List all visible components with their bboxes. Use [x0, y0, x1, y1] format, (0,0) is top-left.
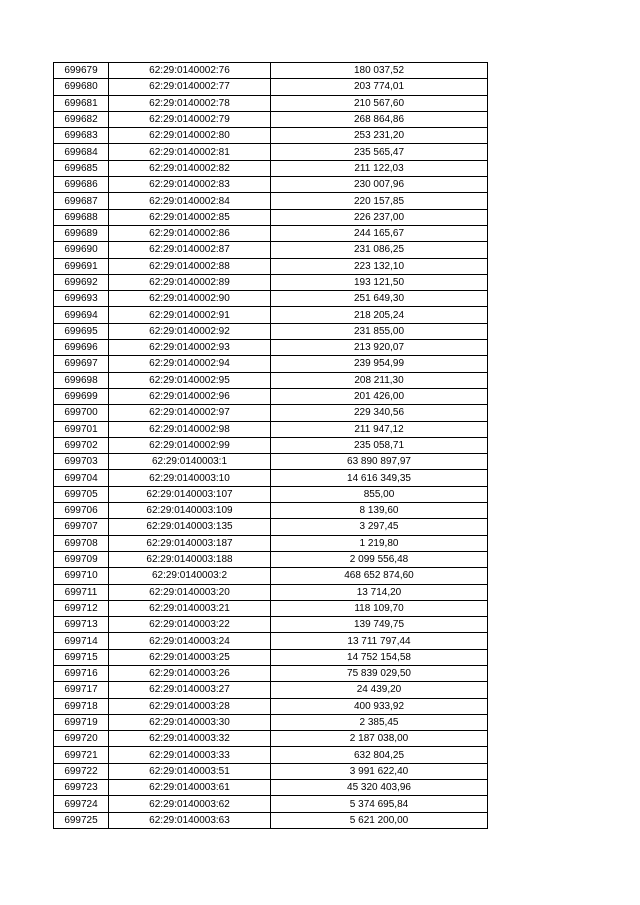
row-number-cell: 699714 [54, 633, 109, 649]
row-number-cell: 699693 [54, 291, 109, 307]
row-number-cell: 699713 [54, 617, 109, 633]
row-number-cell: 699702 [54, 437, 109, 453]
table-row [54, 682, 488, 698]
value-cell: 226 237,00 [271, 209, 488, 225]
row-number-cell: 699724 [54, 796, 109, 812]
table-row [54, 388, 488, 404]
table-row [54, 780, 488, 796]
value-cell: 210 567,60 [271, 95, 488, 111]
value-cell: 231 855,00 [271, 323, 488, 339]
table-row [54, 584, 488, 600]
value-cell: 3 991 622,40 [271, 763, 488, 779]
row-number-cell: 699703 [54, 454, 109, 470]
table-row [54, 568, 488, 584]
value-cell: 2 385,45 [271, 714, 488, 730]
cadastral-number-cell: 62:29:0140002:78 [109, 95, 271, 111]
table-row [54, 242, 488, 258]
cadastral-number-cell: 62:29:0140002:99 [109, 437, 271, 453]
value-cell: 3 297,45 [271, 519, 488, 535]
row-number-cell: 699712 [54, 600, 109, 616]
value-cell: 213 920,07 [271, 340, 488, 356]
cadastral-number-cell: 62:29:0140003:26 [109, 665, 271, 681]
value-cell: 14 752 154,58 [271, 649, 488, 665]
table-row [54, 258, 488, 274]
row-number-cell: 699710 [54, 568, 109, 584]
cadastral-number-cell: 62:29:0140002:79 [109, 111, 271, 127]
row-number-cell: 699722 [54, 763, 109, 779]
cadastral-number-cell: 62:29:0140003:27 [109, 682, 271, 698]
value-cell: 5 374 695,84 [271, 796, 488, 812]
table-row [54, 307, 488, 323]
cadastral-number-cell: 62:29:0140003:30 [109, 714, 271, 730]
row-number-cell: 699711 [54, 584, 109, 600]
value-cell: 1 219,80 [271, 535, 488, 551]
table-row [54, 698, 488, 714]
value-cell: 203 774,01 [271, 79, 488, 95]
value-cell: 2 187 038,00 [271, 731, 488, 747]
table-row [54, 470, 488, 486]
row-number-cell: 699683 [54, 128, 109, 144]
cadastral-number-cell: 62:29:0140002:97 [109, 405, 271, 421]
cadastral-number-cell: 62:29:0140003:2 [109, 568, 271, 584]
value-cell: 253 231,20 [271, 128, 488, 144]
value-cell: 632 804,25 [271, 747, 488, 763]
cadastral-number-cell: 62:29:0140003:25 [109, 649, 271, 665]
row-number-cell: 699688 [54, 209, 109, 225]
cadastral-number-cell: 62:29:0140002:94 [109, 356, 271, 372]
row-number-cell: 699689 [54, 225, 109, 241]
table-row [54, 193, 488, 209]
table-row [54, 128, 488, 144]
table-row [54, 535, 488, 551]
cadastral-number-cell: 62:29:0140002:87 [109, 242, 271, 258]
row-number-cell: 699709 [54, 551, 109, 567]
value-cell: 201 426,00 [271, 388, 488, 404]
table-row [54, 812, 488, 828]
value-cell: 244 165,67 [271, 225, 488, 241]
value-cell: 223 132,10 [271, 258, 488, 274]
value-cell: 2 099 556,48 [271, 551, 488, 567]
value-cell: 231 086,25 [271, 242, 488, 258]
cadastral-number-cell: 62:29:0140002:77 [109, 79, 271, 95]
table-row [54, 665, 488, 681]
table-row [54, 225, 488, 241]
value-cell: 13 711 797,44 [271, 633, 488, 649]
cadastral-number-cell: 62:29:0140003:28 [109, 698, 271, 714]
value-cell: 220 157,85 [271, 193, 488, 209]
row-number-cell: 699684 [54, 144, 109, 160]
value-cell: 118 109,70 [271, 600, 488, 616]
row-number-cell: 699679 [54, 63, 109, 79]
cadastral-number-cell: 62:29:0140002:82 [109, 160, 271, 176]
value-cell: 211 122,03 [271, 160, 488, 176]
cadastral-number-cell: 62:29:0140002:80 [109, 128, 271, 144]
cadastral-number-cell: 62:29:0140003:10 [109, 470, 271, 486]
cadastral-number-cell: 62:29:0140003:61 [109, 780, 271, 796]
cadastral-number-cell: 62:29:0140003:51 [109, 763, 271, 779]
table-row [54, 79, 488, 95]
row-number-cell: 699700 [54, 405, 109, 421]
row-number-cell: 699707 [54, 519, 109, 535]
data-table [53, 62, 488, 829]
value-cell: 235 058,71 [271, 437, 488, 453]
cadastral-number-cell: 62:29:0140002:81 [109, 144, 271, 160]
table-row [54, 714, 488, 730]
cadastral-number-cell: 62:29:0140002:92 [109, 323, 271, 339]
row-number-cell: 699698 [54, 372, 109, 388]
table-body [54, 63, 488, 829]
table-row [54, 160, 488, 176]
row-number-cell: 699706 [54, 503, 109, 519]
table-row [54, 356, 488, 372]
row-number-cell: 699723 [54, 780, 109, 796]
row-number-cell: 699704 [54, 470, 109, 486]
row-number-cell: 699720 [54, 731, 109, 747]
table-row [54, 796, 488, 812]
table-row [54, 454, 488, 470]
cadastral-number-cell: 62:29:0140003:33 [109, 747, 271, 763]
table-row [54, 486, 488, 502]
cadastral-number-cell: 62:29:0140002:86 [109, 225, 271, 241]
row-number-cell: 699718 [54, 698, 109, 714]
row-number-cell: 699681 [54, 95, 109, 111]
row-number-cell: 699705 [54, 486, 109, 502]
row-number-cell: 699696 [54, 340, 109, 356]
cadastral-number-cell: 62:29:0140003:24 [109, 633, 271, 649]
table-row [54, 372, 488, 388]
value-cell: 24 439,20 [271, 682, 488, 698]
row-number-cell: 699708 [54, 535, 109, 551]
cadastral-number-cell: 62:29:0140002:96 [109, 388, 271, 404]
value-cell: 8 139,60 [271, 503, 488, 519]
cadastral-number-cell: 62:29:0140003:1 [109, 454, 271, 470]
value-cell: 208 211,30 [271, 372, 488, 388]
table-row [54, 323, 488, 339]
cadastral-number-cell: 62:29:0140002:88 [109, 258, 271, 274]
cadastral-number-cell: 62:29:0140003:62 [109, 796, 271, 812]
value-cell: 5 621 200,00 [271, 812, 488, 828]
table-row [54, 633, 488, 649]
value-cell: 139 749,75 [271, 617, 488, 633]
table-row [54, 95, 488, 111]
row-number-cell: 699687 [54, 193, 109, 209]
value-cell: 400 933,92 [271, 698, 488, 714]
row-number-cell: 699692 [54, 274, 109, 290]
table-row [54, 405, 488, 421]
value-cell: 239 954,99 [271, 356, 488, 372]
value-cell: 63 890 897,97 [271, 454, 488, 470]
row-number-cell: 699691 [54, 258, 109, 274]
cadastral-number-cell: 62:29:0140002:98 [109, 421, 271, 437]
value-cell: 235 565,47 [271, 144, 488, 160]
cadastral-number-cell: 62:29:0140002:89 [109, 274, 271, 290]
value-cell: 468 652 874,60 [271, 568, 488, 584]
cadastral-number-cell: 62:29:0140003:21 [109, 600, 271, 616]
row-number-cell: 699716 [54, 665, 109, 681]
cadastral-number-cell: 62:29:0140003:22 [109, 617, 271, 633]
row-number-cell: 699719 [54, 714, 109, 730]
cadastral-number-cell: 62:29:0140003:32 [109, 731, 271, 747]
cadastral-number-cell: 62:29:0140003:187 [109, 535, 271, 551]
row-number-cell: 699699 [54, 388, 109, 404]
cadastral-number-cell: 62:29:0140003:63 [109, 812, 271, 828]
table-row [54, 144, 488, 160]
table-row [54, 551, 488, 567]
value-cell: 45 320 403,96 [271, 780, 488, 796]
cadastral-number-cell: 62:29:0140002:76 [109, 63, 271, 79]
cadastral-number-cell: 62:29:0140003:188 [109, 551, 271, 567]
table-row [54, 177, 488, 193]
cadastral-number-cell: 62:29:0140002:85 [109, 209, 271, 225]
value-cell: 180 037,52 [271, 63, 488, 79]
row-number-cell: 699680 [54, 79, 109, 95]
row-number-cell: 699715 [54, 649, 109, 665]
value-cell: 13 714,20 [271, 584, 488, 600]
row-number-cell: 699694 [54, 307, 109, 323]
cadastral-number-cell: 62:29:0140002:95 [109, 372, 271, 388]
table-row [54, 600, 488, 616]
table-row [54, 503, 488, 519]
value-cell: 229 340,56 [271, 405, 488, 421]
table-row [54, 63, 488, 79]
table-row [54, 209, 488, 225]
value-cell: 855,00 [271, 486, 488, 502]
cadastral-number-cell: 62:29:0140002:93 [109, 340, 271, 356]
table-row [54, 274, 488, 290]
row-number-cell: 699695 [54, 323, 109, 339]
row-number-cell: 699682 [54, 111, 109, 127]
row-number-cell: 699697 [54, 356, 109, 372]
row-number-cell: 699685 [54, 160, 109, 176]
row-number-cell: 699721 [54, 747, 109, 763]
value-cell: 75 839 029,50 [271, 665, 488, 681]
table-row [54, 437, 488, 453]
table-row [54, 649, 488, 665]
table-row [54, 747, 488, 763]
table-row [54, 519, 488, 535]
table-row [54, 763, 488, 779]
cadastral-number-cell: 62:29:0140002:90 [109, 291, 271, 307]
table-row [54, 731, 488, 747]
row-number-cell: 699701 [54, 421, 109, 437]
table-row [54, 111, 488, 127]
row-number-cell: 699690 [54, 242, 109, 258]
cadastral-number-cell: 62:29:0140003:107 [109, 486, 271, 502]
cadastral-number-cell: 62:29:0140003:109 [109, 503, 271, 519]
table-row [54, 340, 488, 356]
value-cell: 218 205,24 [271, 307, 488, 323]
value-cell: 211 947,12 [271, 421, 488, 437]
value-cell: 268 864,86 [271, 111, 488, 127]
cadastral-number-cell: 62:29:0140002:91 [109, 307, 271, 323]
cadastral-number-cell: 62:29:0140003:20 [109, 584, 271, 600]
table-row [54, 421, 488, 437]
cadastral-number-cell: 62:29:0140002:83 [109, 177, 271, 193]
value-cell: 193 121,50 [271, 274, 488, 290]
row-number-cell: 699686 [54, 177, 109, 193]
value-cell: 251 649,30 [271, 291, 488, 307]
value-cell: 230 007,96 [271, 177, 488, 193]
table-row [54, 291, 488, 307]
table-row [54, 617, 488, 633]
cadastral-number-cell: 62:29:0140003:135 [109, 519, 271, 535]
value-cell: 14 616 349,35 [271, 470, 488, 486]
cadastral-number-cell: 62:29:0140002:84 [109, 193, 271, 209]
row-number-cell: 699717 [54, 682, 109, 698]
row-number-cell: 699725 [54, 812, 109, 828]
